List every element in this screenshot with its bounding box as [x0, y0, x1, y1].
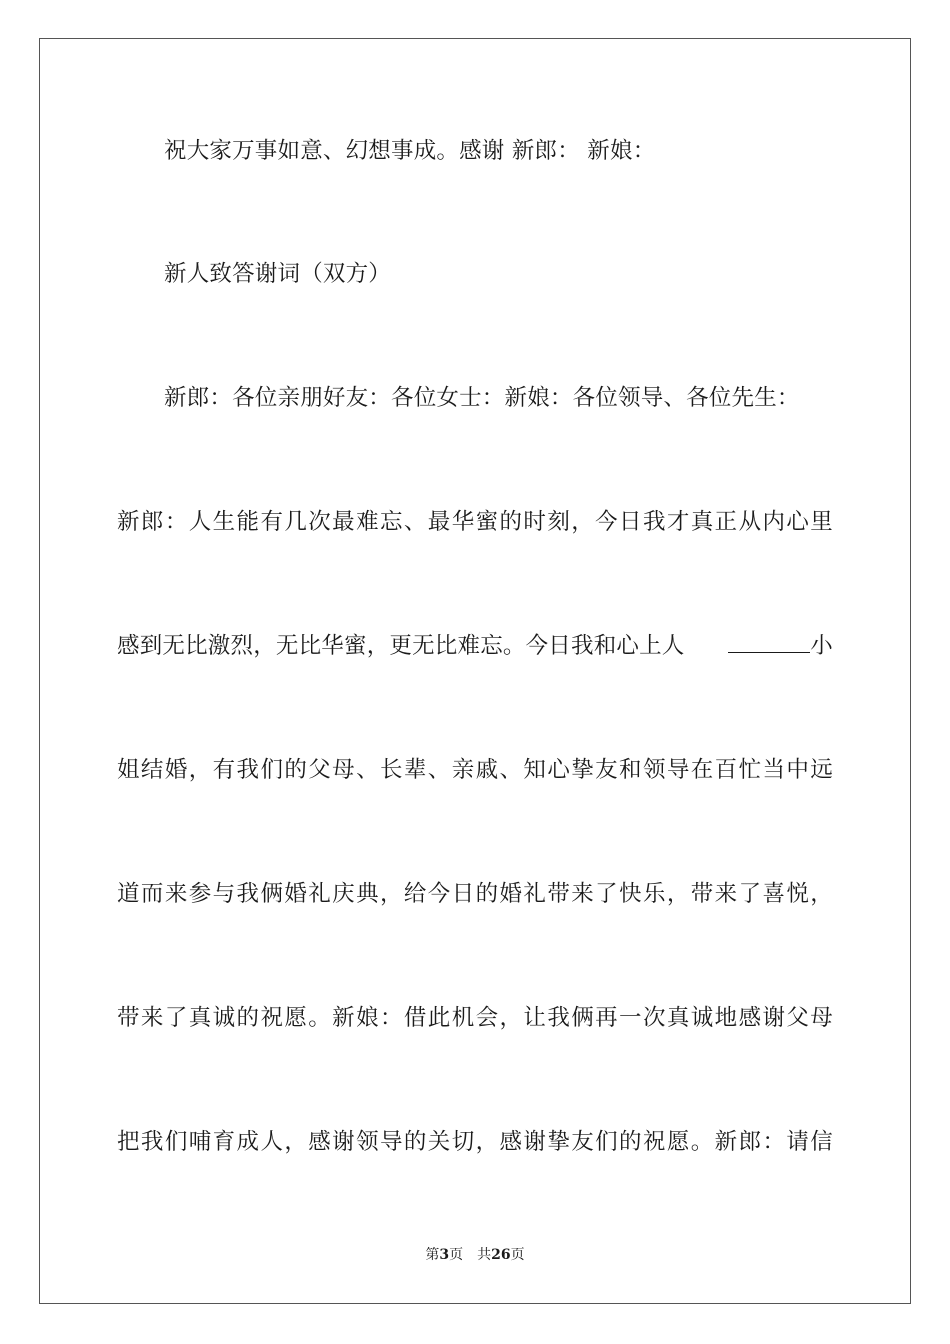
- page-number-footer: [0, 1245, 950, 1265]
- footer-total-prefix: 共: [477, 1247, 492, 1263]
- paragraph-line-9: 把我们哺育成人，感谢领导的关切，感谢挚友们的祝愿。新郎：请信: [117, 1129, 833, 1155]
- footer-total-suffix: 页: [510, 1247, 525, 1263]
- paragraph-line-7: 道而来参与我俩婚礼庆典，给今日的婚礼带来了快乐，带来了喜悦，: [117, 881, 833, 907]
- paragraph-line-6: 姐结婚，有我们的父母、长辈、亲戚、知心挚友和领导在百忙当中远: [117, 757, 833, 783]
- paragraph-heading-thanks-speech: 新人致答谢词（双方）: [164, 261, 392, 287]
- fill-in-group: [728, 631, 833, 661]
- footer-page-current: 3: [439, 1247, 450, 1263]
- paragraph-line-5: [117, 631, 833, 661]
- paragraph-line-8: 带来了真诚的祝愿。新娘：借此机会，让我俩再一次真诚地感谢父母: [117, 1005, 833, 1031]
- paragraph-line-3: 新郎：各位亲朋好友：各位女士：新娘：各位领导、各位先生：: [164, 385, 800, 411]
- footer-page-prefix: 第: [425, 1247, 440, 1263]
- paragraph-line-4: 新郎：人生能有几次最难忘、最华蜜的时刻，今日我才真正从内心里: [117, 509, 833, 535]
- paragraph-line-5-end: 小: [810, 633, 833, 659]
- paragraph-line-1: 祝大家万事如意、幻想事成。感谢 新郎： 新娘：: [164, 138, 656, 164]
- footer-page-suffix: 页: [449, 1247, 464, 1263]
- footer-page-total: 26: [491, 1247, 511, 1263]
- paragraph-line-5-text: 感到无比激烈，无比华蜜，更无比难忘。今日我和心上人: [117, 633, 685, 659]
- fill-in-blank: [728, 634, 810, 653]
- page-border: [39, 38, 911, 1304]
